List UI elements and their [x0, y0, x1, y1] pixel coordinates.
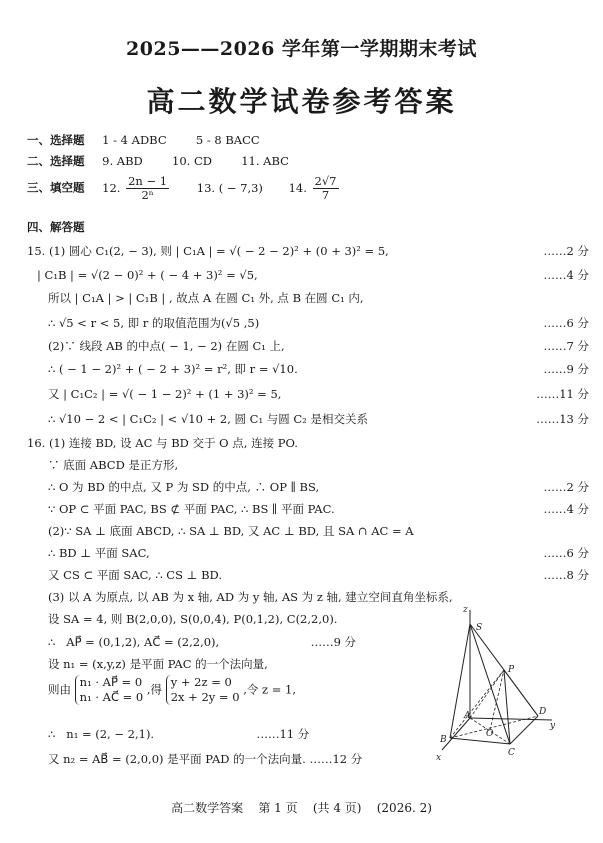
score-11: ……4 分: [543, 502, 589, 516]
solve-label: 四、解答题: [27, 220, 85, 234]
label-D: D: [539, 707, 547, 717]
line-4: (2)∵ 线段 AB 的中点( − 1, − 2) 在圆 C₁ 上,: [48, 339, 285, 353]
label-x: x: [436, 753, 442, 763]
fill-label: 三、填空题: [27, 180, 85, 195]
score-4: ……7 分: [543, 339, 589, 353]
label-A: A: [464, 711, 471, 721]
edge-BC: [450, 738, 510, 744]
system-eq3: y + 2z = 0: [170, 675, 232, 689]
page-footer: 高二数学答案 第 1 页 (共 4 页) (2026. 2): [171, 801, 432, 815]
edge-PC: [504, 670, 510, 744]
q13-answer: 13. ( − 7,3): [196, 180, 263, 195]
q14-denominator: 7: [321, 188, 330, 202]
mc2-row: [27, 154, 289, 168]
system-eq1: n₁ · AP⃗ = 0: [79, 675, 143, 689]
system-left-brace: [75, 675, 144, 705]
score-6: ……11 分: [536, 387, 589, 401]
label-z: z: [463, 605, 468, 615]
score-7: ……13 分: [536, 412, 589, 426]
line-12: (2)∵ SA ⊥ 底面 ABCD, ∴ SA ⊥ BD, 又 AC ⊥ BD, 且 SA ∩ AC = A: [48, 524, 414, 538]
answer-key-title: 高二数学试卷参考答案: [146, 85, 457, 118]
line-2: 所以 | C₁A | > | C₁B | , 故点 A 在圆 C₁ 外, 点 B 在圆 C₁ 内,: [48, 291, 364, 305]
mc1-answers: 1 - 4 ADBC 5 - 8 BACC: [102, 133, 260, 147]
score-5: ……9 分: [543, 362, 589, 376]
line-18: 设 n₁ = (x,y,z) 是平面 PAC 的一个法向量,: [48, 657, 268, 671]
score-1: ……4 分: [543, 268, 589, 282]
system-prefix: 则由: [48, 682, 71, 697]
line-3: ∴ √5 < r < 5, 即 r 的取值范围为(√5 ,5): [48, 316, 260, 330]
equation-system-line: [48, 675, 296, 705]
q14-numerator: 2√7: [314, 174, 337, 188]
edge-SC: [470, 624, 510, 744]
q14-fraction: [313, 175, 339, 202]
system-eq2: n₁ · AC⃗ = 0: [79, 690, 144, 704]
q12-label: 12.: [102, 180, 121, 195]
system-right-brace: [166, 675, 240, 705]
line-21: 又 n₂ = AB⃗ = (2,0,0) 是平面 PAD 的一个法向量. ……12 分: [48, 752, 363, 766]
pyramid-figure: [428, 600, 558, 768]
edge-CD: [510, 716, 538, 744]
axis-y: [470, 718, 552, 720]
line-20: ∴ n₁ = (2, − 2,1). ……11 分: [48, 727, 310, 741]
mc1-label: 一、选择题: [27, 133, 85, 147]
mc2-label: 二、选择题: [27, 154, 85, 168]
line-9: ∵ 底面 ABCD 是正方形,: [48, 458, 179, 472]
score-10: ……2 分: [543, 480, 589, 494]
q12-fraction: [126, 175, 169, 202]
fill-row: [27, 175, 341, 202]
line-14: 又 CS ⊂ 平面 SAC, ∴ CS ⊥ BD.: [48, 568, 223, 582]
line-7: ∴ √10 − 2 < | C₁C₂ | < √10 + 2, 圆 C₁ 与圆 C₂ 是相交关系: [48, 412, 368, 426]
score-0: ……2 分: [543, 244, 589, 258]
line-0: 15. (1) 圆心 C₁(2, − 3), 则 | C₁A | = √( − 2 − 2)² + (0 + 3)² = 5,: [27, 244, 389, 258]
score-14: ……8 分: [543, 568, 589, 582]
system-suffix: ,令 z = 1,: [243, 682, 296, 697]
line-15: (3) 以 A 为原点, 以 AB 为 x 轴, AD 为 y 轴, AS 为 z 轴, 建立空间直角坐标系,: [48, 590, 453, 604]
label-y: y: [550, 721, 556, 731]
line-10: ∴ O 为 BD 的中点, 又 P 为 SD 的中点, ∴ OP ∥ BS,: [48, 480, 320, 494]
line-8: 16. (1) 连接 BD, 设 AC 与 BD 交于 O 点, 连接 PO.: [27, 436, 298, 450]
mc2-answers: 9. ABD 10. CD 11. ABC: [102, 154, 289, 168]
exam-title: 2025——2026 学年第一学期期末考试: [126, 38, 477, 60]
system-eq4: 2x + 2y = 0: [170, 690, 240, 704]
line-1: | C₁B | = √(2 − 0)² + ( − 4 + 3)² = √5,: [37, 268, 258, 282]
line-16: 设 SA = 4, 则 B(2,0,0), S(0,0,4), P(0,1,2), C(2,2,0).: [48, 612, 338, 626]
label-C: C: [508, 748, 515, 758]
edge-PD: [504, 670, 538, 716]
label-O: O: [486, 729, 494, 739]
line-11: ∵ OP ⊂ 平面 PAC, BS ⊄ 平面 PAC, ∴ BS ∥ 平面 PAC.: [48, 502, 335, 516]
line-5: ∴ ( − 1 − 2)² + ( − 2 + 3)² = r², 即 r = √10.: [48, 362, 298, 376]
q14-label: 14.: [288, 180, 307, 195]
score-13: ……6 分: [543, 546, 589, 560]
line-6: 又 | C₁C₂ | = √( − 1 − 2)² + (1 + 3)² = 5,: [48, 387, 282, 401]
system-mid: ,得: [146, 682, 163, 697]
line-13: ∴ BD ⊥ 平面 SAC,: [48, 546, 150, 560]
score-3: ……6 分: [543, 316, 589, 330]
label-B: B: [440, 735, 447, 745]
label-S: S: [476, 623, 483, 633]
mc1-row: [27, 133, 260, 147]
line-17: ∴ AP⃗ = (0,1,2), AC⃗ = (2,2,0), ……9 分: [48, 635, 357, 649]
q12-numerator: 2n − 1: [128, 174, 168, 188]
q12-denominator: 2ⁿ: [141, 188, 154, 202]
label-P: P: [508, 665, 515, 675]
